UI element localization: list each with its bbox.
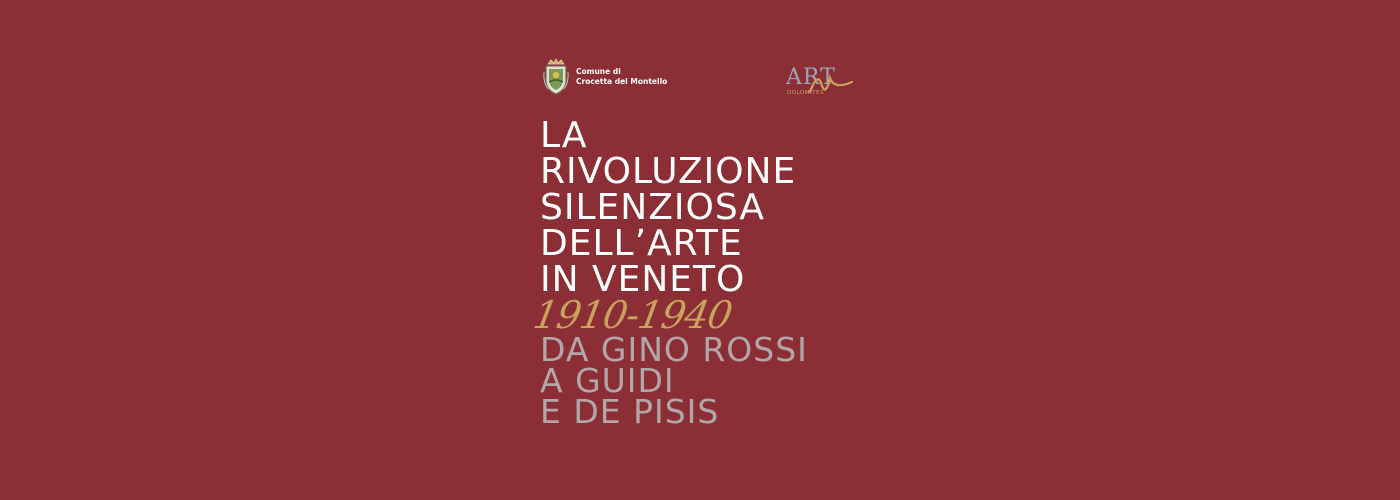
exhibition-title <box>540 115 797 300</box>
subtitle-line-1: DA GINO ROSSI <box>540 330 808 369</box>
subtitle-line-2: A GUIDI <box>540 361 675 400</box>
exhibition-subtitle <box>540 330 808 431</box>
comune-line-1: Comune di <box>576 67 621 76</box>
comune-name <box>576 67 667 87</box>
title-line-5: IN VENETO <box>540 259 746 300</box>
title-line-2: RIVOLUZIONE <box>540 151 797 192</box>
years-text: 1910-1940 <box>529 293 735 338</box>
title-line-1: LA <box>540 115 588 156</box>
coat-of-arms-icon <box>542 58 570 96</box>
art-logo-tagline: DOLOMITES <box>787 90 824 96</box>
art-logo-word: ART <box>786 65 836 90</box>
art-dolomites-logo <box>784 60 856 100</box>
comune-logo <box>542 58 667 96</box>
title-line-4: DELL’ARTE <box>540 223 743 264</box>
subtitle-line-3: E DE PISIS <box>540 392 720 431</box>
comune-line-2: Crocetta del Montello <box>576 77 668 86</box>
title-line-3: SILENZIOSA <box>540 187 765 228</box>
